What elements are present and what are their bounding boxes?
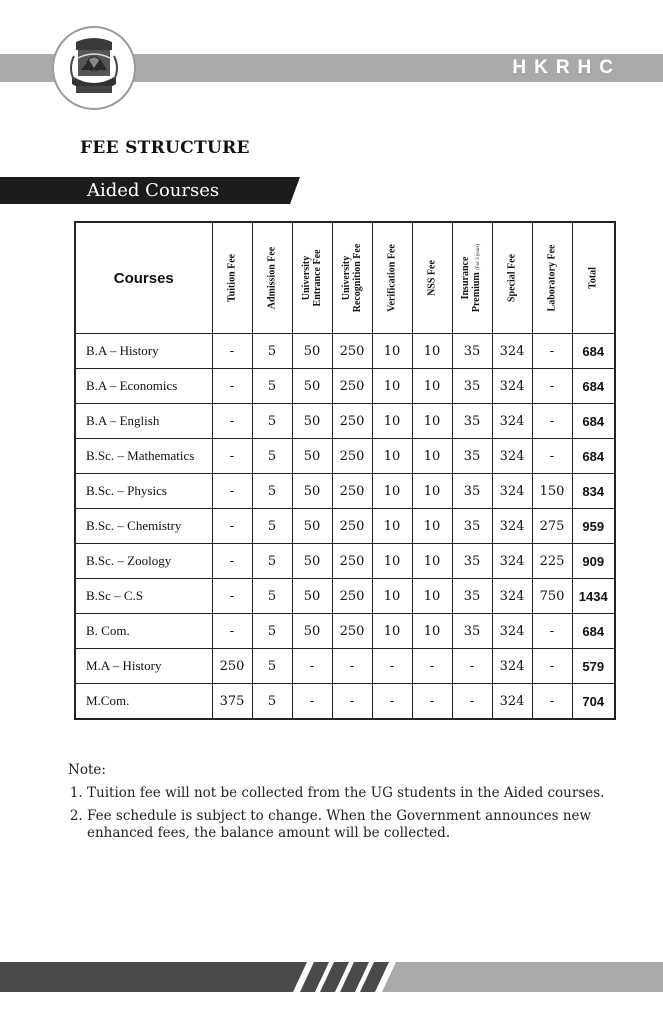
fee-cell: - — [212, 579, 252, 614]
fee-cell: 250 — [332, 439, 372, 474]
table-row — [75, 684, 615, 720]
fee-cell: 10 — [372, 369, 412, 404]
table-row — [75, 369, 615, 404]
note-item: 1. Tuition fee will not be collected from the UG students in the Aided courses. — [87, 785, 618, 802]
fee-cell: 10 — [372, 404, 412, 439]
course-name-cell: B.Sc. – Zoology — [75, 544, 212, 579]
fee-cell: - — [532, 369, 572, 404]
total-cell: 684 — [572, 369, 615, 404]
fee-cell: - — [452, 649, 492, 684]
notes-section — [68, 762, 618, 848]
total-cell: 834 — [572, 474, 615, 509]
table-row — [75, 509, 615, 544]
fee-cell: 10 — [372, 614, 412, 649]
total-cell: 704 — [572, 684, 615, 720]
table-row — [75, 649, 615, 684]
fee-cell: 5 — [252, 649, 292, 684]
fee-cell: - — [532, 649, 572, 684]
table-header-row — [75, 222, 615, 334]
fee-cell: 250 — [332, 544, 372, 579]
fee-cell: 750 — [532, 579, 572, 614]
page-title: FEE STRUCTURE — [80, 138, 250, 158]
fee-cell: 10 — [412, 369, 452, 404]
fee-cell: 324 — [492, 579, 532, 614]
fee-cell: 10 — [372, 474, 412, 509]
column-header-admission-fee: Admission Fee — [252, 222, 292, 334]
fee-cell: 50 — [292, 404, 332, 439]
column-header-university-entrance-fee: University Entrance Fee — [292, 222, 332, 334]
fee-cell: - — [532, 439, 572, 474]
total-cell: 959 — [572, 509, 615, 544]
column-header-university-recognition-fee: University Recognition Fee — [332, 222, 372, 334]
table-row — [75, 439, 615, 474]
fee-cell: 50 — [292, 474, 332, 509]
fee-cell: 50 — [292, 509, 332, 544]
column-header-tuition-fee: Tuition Fee — [212, 222, 252, 334]
fee-cell: 250 — [332, 369, 372, 404]
notes-heading: Note: — [68, 762, 106, 778]
brand-name: HKRHC — [512, 57, 621, 78]
fee-cell: 50 — [292, 579, 332, 614]
fee-cell: - — [292, 684, 332, 720]
table-row — [75, 404, 615, 439]
fee-cell: - — [212, 439, 252, 474]
fee-cell: 10 — [372, 334, 412, 369]
fee-cell: 5 — [252, 684, 292, 720]
fee-cell: 5 — [252, 404, 292, 439]
fee-cell: 10 — [412, 334, 452, 369]
fee-cell: 5 — [252, 614, 292, 649]
column-header-nss-fee: NSS Fee — [412, 222, 452, 334]
fee-cell: - — [212, 509, 252, 544]
fee-table-body — [75, 334, 615, 720]
fee-cell: - — [292, 649, 332, 684]
fee-cell: 324 — [492, 544, 532, 579]
fee-cell: 250 — [332, 509, 372, 544]
total-cell: 579 — [572, 649, 615, 684]
fee-cell: 5 — [252, 439, 292, 474]
column-header-insurance-premium: Insurance Premium (For 3 years) — [452, 222, 492, 334]
fee-cell: 10 — [412, 474, 452, 509]
fee-cell: - — [532, 684, 572, 720]
fee-cell: 10 — [372, 579, 412, 614]
fee-cell: 275 — [532, 509, 572, 544]
fee-cell: 324 — [492, 474, 532, 509]
fee-cell: - — [332, 684, 372, 720]
fee-cell: 250 — [332, 404, 372, 439]
fee-cell: 250 — [332, 579, 372, 614]
fee-cell: 10 — [412, 544, 452, 579]
fee-cell: 10 — [412, 509, 452, 544]
fee-cell: 324 — [492, 369, 532, 404]
fee-table — [74, 221, 616, 720]
fee-cell: - — [412, 684, 452, 720]
fee-cell: 324 — [492, 684, 532, 720]
fee-cell: - — [212, 614, 252, 649]
course-name-cell: B.Sc – C.S — [75, 579, 212, 614]
course-name-cell: B.Sc. – Chemistry — [75, 509, 212, 544]
fee-cell: - — [212, 544, 252, 579]
fee-cell: 150 — [532, 474, 572, 509]
total-cell: 684 — [572, 439, 615, 474]
fee-cell: 250 — [332, 334, 372, 369]
fee-cell: 10 — [412, 614, 452, 649]
fee-cell: 35 — [452, 439, 492, 474]
college-emblem-logo — [52, 26, 136, 110]
fee-cell: 225 — [532, 544, 572, 579]
fee-cell: - — [532, 334, 572, 369]
fee-cell: 10 — [412, 439, 452, 474]
fee-cell: 10 — [372, 544, 412, 579]
table-row — [75, 474, 615, 509]
fee-cell: 324 — [492, 404, 532, 439]
column-header-verification-fee: Verification Fee — [372, 222, 412, 334]
fee-cell: 50 — [292, 334, 332, 369]
total-cell: 684 — [572, 334, 615, 369]
fee-cell: 35 — [452, 579, 492, 614]
course-name-cell: B.A – Economics — [75, 369, 212, 404]
fee-cell: 50 — [292, 369, 332, 404]
fee-cell: 324 — [492, 509, 532, 544]
fee-cell: - — [372, 649, 412, 684]
fee-cell: 35 — [452, 334, 492, 369]
fee-cell: - — [212, 334, 252, 369]
fee-cell: 35 — [452, 614, 492, 649]
fee-cell: 5 — [252, 369, 292, 404]
course-name-cell: M.A – History — [75, 649, 212, 684]
course-name-cell: B.A – English — [75, 404, 212, 439]
table-row — [75, 334, 615, 369]
column-header-total: Total — [572, 222, 615, 334]
fee-cell: 35 — [452, 544, 492, 579]
fee-cell: 35 — [452, 474, 492, 509]
fee-cell: - — [332, 649, 372, 684]
table-row — [75, 614, 615, 649]
fee-cell: 5 — [252, 474, 292, 509]
fee-cell: 5 — [252, 579, 292, 614]
total-cell: 1434 — [572, 579, 615, 614]
fee-cell: 324 — [492, 439, 532, 474]
fee-cell: 250 — [212, 649, 252, 684]
fee-cell: 324 — [492, 614, 532, 649]
footer-decorative-bar — [0, 958, 663, 1002]
fee-cell: 10 — [412, 404, 452, 439]
total-cell: 909 — [572, 544, 615, 579]
table-row — [75, 579, 615, 614]
fee-cell: 5 — [252, 509, 292, 544]
fee-cell: 50 — [292, 439, 332, 474]
total-cell: 684 — [572, 614, 615, 649]
fee-cell: 50 — [292, 544, 332, 579]
fee-cell: 35 — [452, 369, 492, 404]
section-banner — [0, 177, 300, 204]
fee-cell: - — [412, 649, 452, 684]
fee-cell: 10 — [372, 509, 412, 544]
course-name-cell: B.Sc. – Mathematics — [75, 439, 212, 474]
course-name-cell: B. Com. — [75, 614, 212, 649]
table-row — [75, 544, 615, 579]
fee-cell: 10 — [372, 439, 412, 474]
fee-cell: 375 — [212, 684, 252, 720]
course-name-cell: B.Sc. – Physics — [75, 474, 212, 509]
column-header-special-fee: Special Fee — [492, 222, 532, 334]
column-header-laboratory-fee: Laboratory Fee — [532, 222, 572, 334]
fee-cell: - — [212, 404, 252, 439]
fee-cell: - — [532, 614, 572, 649]
fee-cell: - — [212, 369, 252, 404]
fee-cell: 324 — [492, 334, 532, 369]
fee-cell: - — [372, 684, 412, 720]
note-item: 2. Fee schedule is subject to change. When the Government announces new enhanced fees, the balance amount will be collected. — [87, 808, 618, 842]
course-name-cell: M.Com. — [75, 684, 212, 720]
fee-cell: 5 — [252, 544, 292, 579]
column-header-courses: Courses — [75, 222, 212, 334]
total-cell: 684 — [572, 404, 615, 439]
notes-list — [68, 785, 618, 842]
fee-cell: - — [452, 684, 492, 720]
fee-cell: 50 — [292, 614, 332, 649]
fee-cell: 35 — [452, 509, 492, 544]
fee-cell: 5 — [252, 334, 292, 369]
course-name-cell: B.A – History — [75, 334, 212, 369]
fee-cell: - — [532, 404, 572, 439]
section-title: Aided Courses — [87, 180, 220, 201]
fee-cell: 324 — [492, 649, 532, 684]
fee-cell: 35 — [452, 404, 492, 439]
fee-cell: 250 — [332, 474, 372, 509]
fee-cell: 10 — [412, 579, 452, 614]
fee-cell: - — [212, 474, 252, 509]
fee-cell: 250 — [332, 614, 372, 649]
